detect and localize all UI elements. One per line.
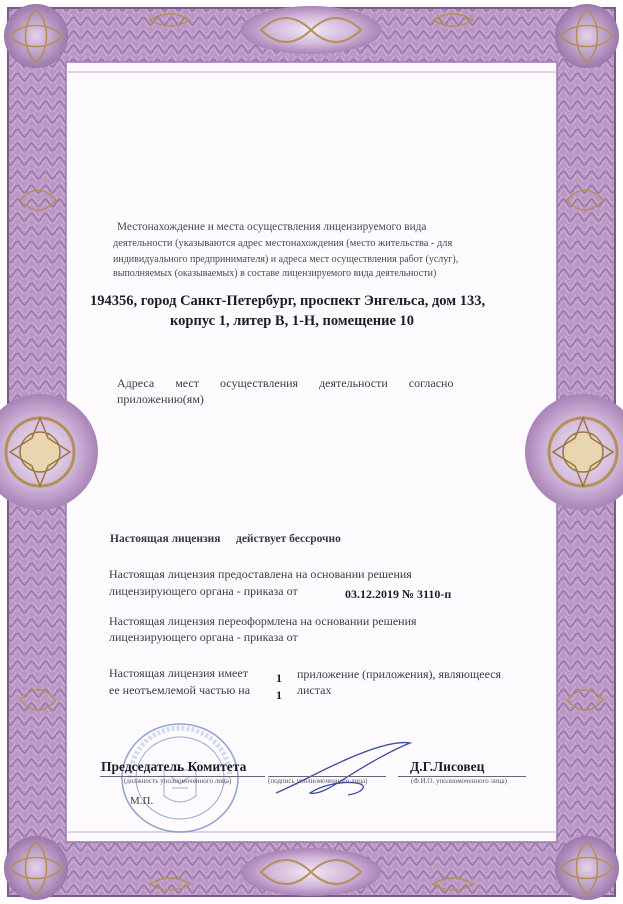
appendix-line1-prefix: Настоящая лицензия имеет — [109, 666, 248, 680]
validity-value: действует бессрочно — [236, 533, 341, 545]
signer-name: Д.Г.Лисовец — [410, 759, 485, 774]
reissued-line1: Настоящая лицензия переоформлена на основании решения — [109, 614, 417, 628]
appendix-line2-suffix: листах — [297, 683, 332, 697]
granted-line2: лицензирующего органа - приказа от — [109, 584, 298, 598]
location-heading-line1: Местонахождение и места осуществления лицензируемого вида — [117, 221, 427, 233]
signature-caption: (подпись уполномоченного лица) — [268, 777, 368, 785]
name-caption: (Ф.И.О. уполномоченного лица) — [411, 777, 507, 785]
location-heading-line3: индивидуального предпринимателя) и адреса мест осуществления работ (услуг), — [113, 254, 459, 265]
location-heading-line2: деятельности (указываются адрес местонахождения (место жительства - для — [113, 238, 453, 249]
address-line1: 194356, город Санкт-Петербург, проспект Энгельса, дом 133, — [90, 293, 486, 309]
appendix-line1-suffix: приложение (приложения), являющееся — [297, 667, 502, 681]
signer-position: Председатель Комитета — [101, 759, 247, 774]
appendix-sheets: 1 — [276, 688, 282, 702]
validity-label: Настоящая лицензия — [110, 533, 221, 545]
seal-place-label: М.П. — [130, 795, 154, 807]
granted-order: 03.12.2019 № 3110-п — [345, 587, 452, 601]
location-heading-line4: выполняемых (оказываемых) в составе лицензируемого вида деятельности) — [113, 268, 437, 279]
granted-line1: Настоящая лицензия предоставлена на основании решения — [109, 567, 412, 581]
address-line2: корпус 1, литер В, 1-Н, помещение 10 — [170, 313, 415, 329]
addresses-note-line2: приложению(ям) — [117, 392, 204, 406]
position-caption: (должность уполномоченного лица) — [124, 777, 232, 785]
appendix-line2-prefix: ее неотъемлемой частью на — [109, 683, 251, 697]
handwritten-signature — [270, 735, 420, 805]
reissued-line2: лицензирующего органа - приказа от — [109, 630, 298, 644]
addresses-note-line1: Адреса мест осуществления деятельности согласно — [117, 376, 454, 390]
appendix-count: 1 — [276, 671, 282, 685]
